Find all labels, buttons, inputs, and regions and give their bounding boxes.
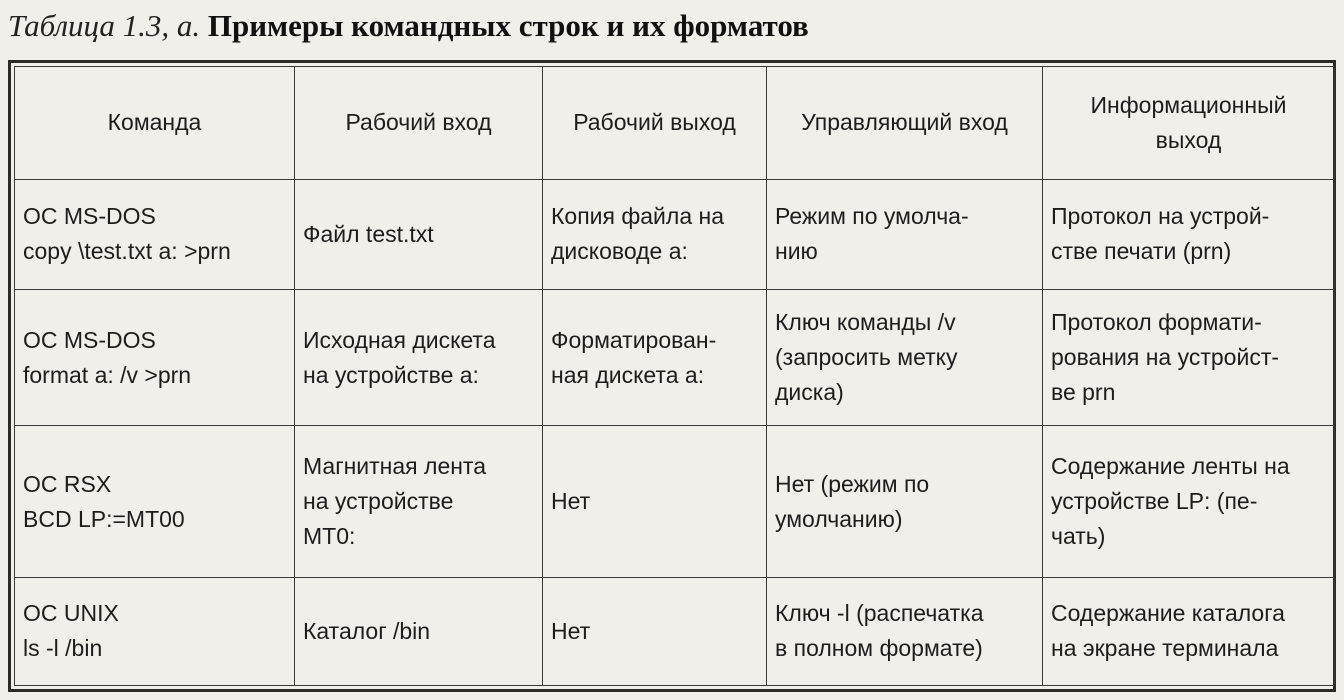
header-work-input: Рабочий вход	[295, 67, 543, 180]
cell-info-output: Содержание каталога на экране терминала	[1043, 577, 1335, 685]
table-header-row	[15, 67, 1335, 180]
header-info-output: Информационный выход	[1043, 67, 1335, 180]
cell-work-input: Исходная дискета на устройстве а:	[295, 289, 543, 425]
cell-command: ОС RSX BCD LP:=MT00	[15, 426, 295, 578]
caption-title: Примеры командных строк и их форматов	[207, 8, 809, 43]
cell-work-input: Каталог /bin	[295, 577, 543, 685]
cell-info-output: Содержание ленты на устройстве LP: (пе- чать)	[1043, 426, 1335, 578]
cell-work-output: Нет	[543, 577, 767, 685]
table-row	[15, 426, 1335, 578]
cell-info-output: Протокол на устрой- стве печати (prn)	[1043, 179, 1335, 289]
cell-info-output: Протокол формати- рования на устройст- ве prn	[1043, 289, 1335, 425]
table-caption	[8, 6, 809, 46]
header-command: Команда	[15, 67, 295, 180]
cell-work-output: Копия файла на дисководе а:	[543, 179, 767, 289]
command-formats-table	[14, 66, 1335, 686]
cell-control-input: Режим по умолча- нию	[767, 179, 1043, 289]
table-row	[15, 577, 1335, 685]
cell-work-input: Магнитная лента на устройстве МТ0:	[295, 426, 543, 578]
table-row	[15, 289, 1335, 425]
cell-command: ОС UNIX ls -l /bin	[15, 577, 295, 685]
cell-work-output: Форматирован- ная дискета а:	[543, 289, 767, 425]
cell-control-input: Нет (режим по умолчанию)	[767, 426, 1043, 578]
header-work-output: Рабочий выход	[543, 67, 767, 180]
cell-work-input: Файл test.txt	[295, 179, 543, 289]
cell-command: ОС MS-DOS format a: /v >prn	[15, 289, 295, 425]
cell-control-input: Ключ команды /v (запросить метку диска)	[767, 289, 1043, 425]
cell-work-output: Нет	[543, 426, 767, 578]
table-frame	[8, 60, 1336, 692]
cell-command: ОС MS-DOS copy \test.txt a: >prn	[15, 179, 295, 289]
caption-lead: Таблица 1.3, а.	[8, 8, 201, 43]
header-control-input: Управляющий вход	[767, 67, 1043, 180]
table-row	[15, 179, 1335, 289]
cell-control-input: Ключ -l (распечатка в полном формате)	[767, 577, 1043, 685]
